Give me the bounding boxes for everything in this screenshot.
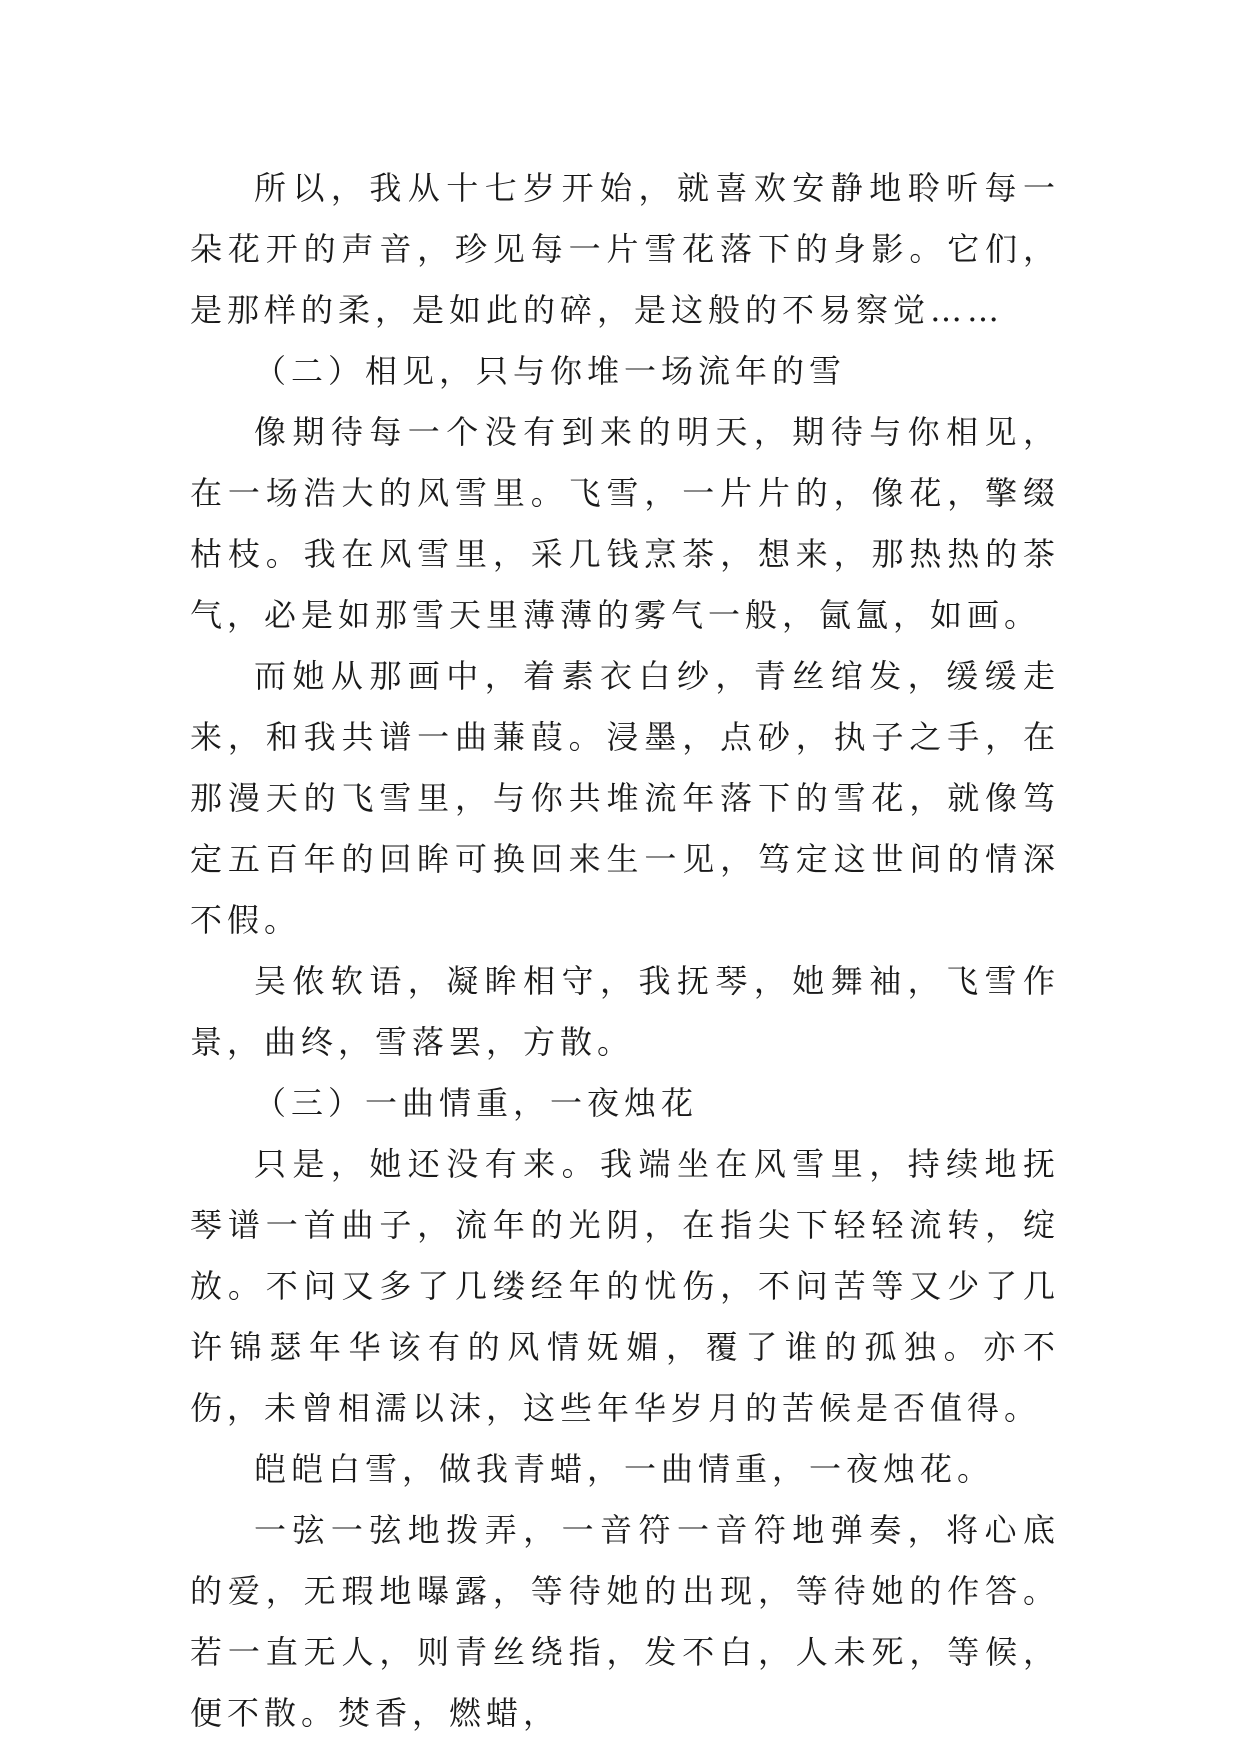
paragraph-4: 吴侬软语，凝眸相守，我抚琴，她舞袖，飞雪作景，曲终，雪落罢，方散。: [190, 962, 1060, 1061]
paragraph-3: 而她从那画中，着素衣白纱，青丝绾发，缓缓走来，和我共谱一曲蒹葭。浸墨，点砂，执子之手，在那漫天的飞雪里，与你共堆流年落下的雪花，就像笃定五百年的回眸可换回来生一见，笃定这世间的情深不假。: [190, 657, 1060, 939]
paragraph-2: 像期待每一个没有到来的明天，期待与你相见，在一场浩大的风雪里。飞雪，一片片的，像花，擎缀枯枝。我在风雪里，采几钱烹茶，想来，那热热的茶气，必是如那雪天里薄薄的雾气一般，氤氲，如画。: [190, 413, 1060, 634]
paragraph-7: 一弦一弦地拨弄，一音符一音符地弹奏，将心底的爱，无瑕地曝露，等待她的出现，等待她的作答。若一直无人，则青丝绕指，发不白，人未死，等候，便不散。焚香，燃蜡，: [190, 1511, 1060, 1732]
paragraph-6: 皑皑白雪，做我青蜡，一曲情重，一夜烛花。: [254, 1450, 995, 1488]
section-heading-3: （三）一曲情重，一夜烛花: [254, 1084, 699, 1122]
paragraph-1: 所以，我从十七岁开始，就喜欢安静地聆听每一朵花开的声音，珍见每一片雪花落下的身影。它们，是那样的柔，是如此的碎，是这般的不易察觉……: [190, 169, 1060, 329]
section-heading-2: （二）相见，只与你堆一场流年的雪: [254, 352, 847, 390]
document-body: [190, 158, 1060, 1744]
paragraph-5: 只是，她还没有来。我端坐在风雪里，持续地抚琴谱一首曲子，流年的光阴，在指尖下轻轻流转，绽放。不问又多了几缕经年的忧伤，不问苦等又少了几许锦瑟年华该有的风情妩媚，覆了谁的孤独。亦不伤，未曾相濡以沫，这些年华岁月的苦候是否值得。: [190, 1145, 1060, 1427]
